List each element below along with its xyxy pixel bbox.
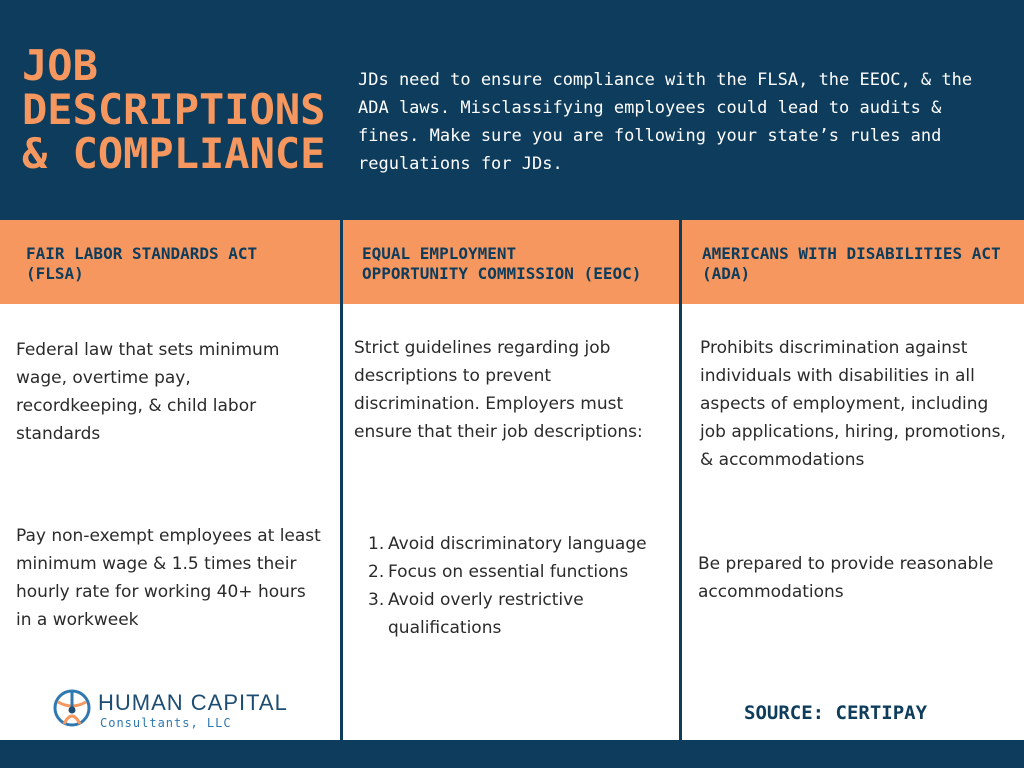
list-item: [368, 530, 678, 558]
column-divider-2: [679, 220, 682, 740]
footer-bar: [0, 740, 1024, 768]
page-title-line-2: DESCRIPTIONS: [22, 85, 326, 134]
list-item-number: 2.: [368, 562, 385, 582]
ada-heading-line-1: AMERICANS WITH DISABILITIES ACT: [702, 244, 1001, 263]
eeoc-heading: [362, 244, 641, 284]
list-item-number: 1.: [368, 534, 385, 554]
list-item-text: Avoid discriminatory language: [388, 534, 647, 554]
ada-heading-line-2: (ADA): [702, 264, 751, 283]
ada-description: Prohibits discrimination against individuals with disabilities in all aspects of employment, including job applications, hiring, promotions, & accommodations: [700, 338, 1006, 470]
flsa-requirement: Pay non-exempt employees at least minimum wage & 1.5 times their hourly rate for working 40+ hours in a workweek: [16, 526, 321, 630]
list-item: [368, 586, 678, 642]
source-credit: SOURCE: CERTIPAY: [744, 702, 928, 724]
flsa-heading: [26, 244, 257, 284]
column-headings-band: [0, 220, 1024, 304]
company-logo: [52, 688, 322, 732]
list-item-number: 3.: [368, 590, 385, 610]
human-capital-logo-icon: [52, 688, 92, 728]
eeoc-heading-line-1: EQUAL EMPLOYMENT: [362, 244, 517, 263]
logo-company-name: HUMAN CAPITAL: [98, 690, 288, 715]
ada-heading: [702, 244, 1001, 284]
eeoc-description: Strict guidelines regarding job descriptions to prevent discrimination. Employers must ensure that their job descriptions:: [354, 338, 643, 442]
logo-company-subtitle: Consultants, LLC: [100, 716, 232, 730]
ada-requirement: Be prepared to provide reasonable accommodations: [698, 554, 994, 602]
column-divider-1: [340, 220, 343, 740]
list-item-text: Focus on essential functions: [388, 562, 629, 582]
flsa-heading-line-1: FAIR LABOR STANDARDS ACT: [26, 244, 258, 263]
flsa-description: Federal law that sets minimum wage, overtime pay, recordkeeping, & child labor standards: [16, 340, 280, 444]
eeoc-heading-line-2: OPPORTUNITY COMMISSION (EEOC): [362, 264, 642, 283]
intro-paragraph: JDs need to ensure compliance with the FLSA, the EEOC, & the ADA laws. Misclassifying employees could lead to audits & fines. Make sure you are following your state’s rules and regulations for JDs.: [358, 70, 973, 174]
header-banner: [0, 0, 1024, 220]
flsa-heading-line-2: (FLSA): [26, 264, 84, 283]
page-title-line-3: & COMPLIANCE: [22, 129, 326, 178]
page-title-line-1: JOB: [22, 41, 98, 90]
list-item-text: Avoid overly restrictive qualifications: [388, 590, 584, 638]
eeoc-requirements-list: [368, 530, 678, 642]
list-item: [368, 558, 678, 586]
